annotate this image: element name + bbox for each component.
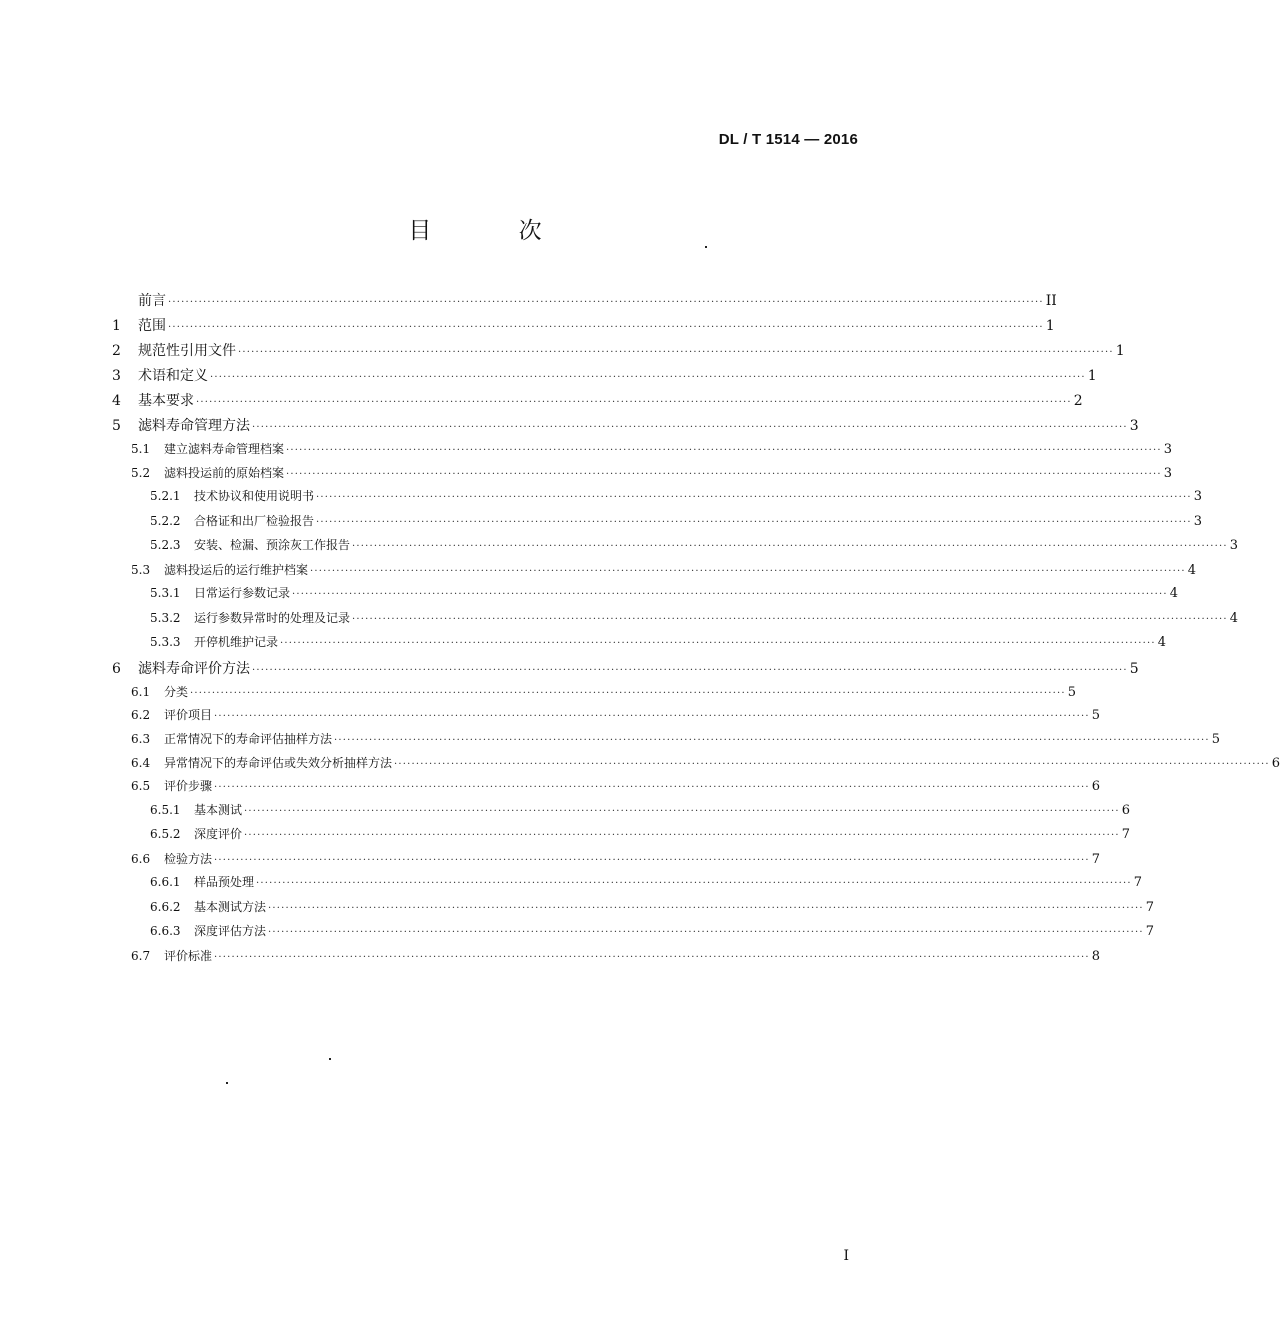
toc-entry[interactable]: [112, 825, 1131, 850]
toc-entry[interactable]: [112, 754, 1280, 778]
dot-leader: ········································································································································································································: [316, 492, 1192, 504]
toc-entry-page: 4: [1229, 610, 1239, 626]
toc-entry[interactable]: [112, 609, 1239, 634]
toc-entry-page: 5: [1067, 684, 1077, 700]
toc-entry[interactable]: [112, 801, 1131, 826]
toc-entry-page: 7: [1121, 827, 1131, 843]
toc-entry-number: 6.6.1: [150, 875, 181, 890]
toc-entry[interactable]: [112, 415, 1139, 440]
toc-entry-label: 深度评价: [194, 827, 243, 842]
toc-entry[interactable]: [112, 561, 1197, 585]
toc-entry-number: 5.2.3: [150, 538, 181, 553]
toc-entry[interactable]: [112, 850, 1101, 874]
toc-entry-page: 5: [1211, 731, 1221, 747]
toc-entry-number: 5.3.2: [150, 610, 181, 625]
toc-entry-label: 基本测试: [194, 802, 243, 817]
toc-entry-label: 运行参数异常时的处理及记录: [194, 610, 351, 625]
toc-entry-page: 1: [1045, 318, 1055, 334]
toc-entry-label: 深度评估方法: [194, 924, 267, 939]
toc-entry[interactable]: [112, 658, 1139, 683]
dot-leader: ········································································································································································································: [168, 297, 1044, 308]
toc-entry-number: 2: [112, 343, 121, 359]
dot-leader: ········································································································································································································: [316, 516, 1192, 528]
toc-entry[interactable]: [112, 390, 1083, 415]
toc-entry[interactable]: [112, 464, 1173, 488]
scan-speck: [226, 1082, 228, 1084]
toc-entry-label: 技术协议和使用说明书: [194, 489, 315, 504]
dot-leader: ········································································································································································································: [286, 468, 1162, 480]
dot-leader: ········································································································································································································: [244, 805, 1120, 817]
table-of-contents: [112, 290, 1280, 970]
toc-entry-page: II: [1045, 293, 1057, 309]
toc-entry[interactable]: [112, 898, 1155, 923]
dot-leader: ········································································································································································································: [190, 687, 1066, 699]
page-number: I: [843, 1248, 849, 1264]
toc-entry-number: 6.1: [131, 684, 151, 699]
toc-entry-number: 6.4: [131, 755, 151, 770]
dot-leader: ········································································································································································································: [286, 445, 1162, 456]
toc-entry-page: 3: [1163, 442, 1173, 457]
toc-entry-number: 6.3: [131, 731, 151, 746]
toc-entry-page: 6: [1121, 802, 1131, 818]
dot-leader: ········································································································································································································: [268, 927, 1144, 939]
dot-leader: ········································································································································································································: [352, 541, 1228, 553]
toc-entry-number: 4: [112, 393, 121, 409]
toc-entry[interactable]: [112, 315, 1055, 340]
dot-leader: ········································································································································································································: [280, 638, 1156, 650]
dot-leader: ········································································································································································································: [292, 589, 1168, 601]
toc-entry[interactable]: [112, 290, 1057, 315]
toc-entry-label: 滤料投运前的原始档案: [164, 465, 285, 480]
toc-entry-page: 8: [1091, 948, 1101, 964]
dot-leader: ········································································································································································································: [214, 951, 1090, 963]
toc-entry-number: 5.2.1: [150, 489, 181, 504]
toc-entry-label: 异常情况下的寿命评估或失效分析抽样方法: [164, 755, 393, 770]
dot-leader: ········································································································································································································: [210, 372, 1086, 383]
dot-leader: ········································································································································································································: [214, 854, 1090, 866]
toc-entry-label: 评价步骤: [164, 779, 213, 794]
toc-entry-number: 6.6: [131, 851, 151, 866]
toc-entry[interactable]: [112, 365, 1097, 390]
toc-entry-label: 基本要求: [138, 393, 194, 409]
toc-entry-page: 4: [1169, 586, 1179, 602]
toc-entry-label: 评价项目: [164, 708, 213, 723]
toc-entry-page: 3: [1163, 465, 1173, 481]
toc-entry-number: 5.2: [131, 465, 151, 480]
dot-leader: ········································································································································································································: [268, 902, 1144, 914]
toc-entry-label: 基本测试方法: [194, 899, 267, 914]
toc-entry[interactable]: [112, 536, 1239, 561]
toc-entry-label: 术语和定义: [138, 368, 208, 384]
toc-entry-number: 6.5.2: [150, 827, 181, 842]
toc-entry-label: 滤料投运后的运行维护档案: [164, 562, 309, 577]
dot-leader: ········································································································································································································: [394, 758, 1270, 770]
toc-entry-number: 6.5: [131, 779, 151, 794]
toc-entry-number: 6.2: [131, 708, 151, 723]
toc-entry-page: 4: [1157, 635, 1167, 651]
toc-entry-page: 7: [1091, 851, 1101, 867]
toc-entry-number: 5.3: [131, 562, 151, 577]
toc-entry-label: 滤料寿命评价方法: [138, 660, 250, 677]
toc-entry[interactable]: [112, 584, 1179, 609]
toc-entry-label: 分类: [164, 684, 189, 699]
toc-entry-label: 正常情况下的寿命评估抽样方法: [164, 731, 333, 746]
dot-leader: ········································································································································································································: [214, 711, 1090, 723]
toc-entry-page: 3: [1129, 418, 1139, 434]
dot-leader: ········································································································································································································: [256, 878, 1132, 890]
toc-entry-number: 5.3.1: [150, 586, 181, 601]
dot-leader: ········································································································································································································: [252, 422, 1128, 433]
dot-leader: ········································································································································································································: [310, 565, 1186, 577]
dot-leader: ········································································································································································································: [334, 734, 1210, 746]
standard-code: DL / T 1514 — 2016: [718, 131, 858, 148]
dot-leader: ········································································································································································································: [352, 613, 1228, 625]
toc-entry-label: 检验方法: [164, 851, 213, 866]
toc-entry-page: 4: [1187, 562, 1197, 578]
toc-entry-label: 建立滤料寿命管理档案: [164, 442, 285, 456]
toc-entry-page: 7: [1145, 899, 1155, 915]
dot-leader: ········································································································································································································: [214, 782, 1090, 794]
toc-entry-label: 日常运行参数记录: [194, 586, 291, 601]
dot-leader: ········································································································································································································: [238, 347, 1114, 358]
dot-leader: ········································································································································································································: [252, 664, 1128, 676]
dot-leader: ········································································································································································································: [168, 322, 1044, 333]
toc-entry-label: 安装、检漏、预涂灰工作报告: [194, 538, 351, 553]
toc-entry[interactable]: [112, 922, 1155, 947]
dot-leader: ········································································································································································································: [244, 830, 1120, 842]
toc-entry-page: 3: [1193, 489, 1203, 505]
toc-entry-page: 7: [1133, 875, 1143, 891]
toc-entry[interactable]: [112, 873, 1143, 898]
toc-entry[interactable]: [112, 947, 1101, 971]
toc-entry[interactable]: [112, 683, 1077, 707]
toc-entry-page: 2: [1073, 393, 1083, 409]
toc-entry[interactable]: [112, 633, 1167, 658]
toc-entry-label: 样品预处理: [194, 875, 255, 890]
toc-title: 目 次: [408, 218, 582, 244]
toc-entry-number: 6.7: [131, 948, 151, 963]
toc-entry[interactable]: [112, 487, 1203, 512]
toc-entry-number: 6.5.1: [150, 802, 181, 817]
toc-entry-number: 6.6.2: [150, 899, 181, 914]
toc-entry[interactable]: [112, 777, 1101, 801]
toc-entry-label: 范围: [138, 318, 166, 334]
scan-speck: [705, 246, 707, 248]
toc-entry-number: 5.2.2: [150, 513, 181, 528]
toc-entry-page: 1: [1115, 343, 1125, 359]
toc-entry-number: 6.6.3: [150, 924, 181, 939]
toc-entry-page: 1: [1087, 368, 1097, 384]
toc-entry-label: 规范性引用文件: [138, 343, 236, 359]
toc-entry[interactable]: [112, 512, 1203, 537]
toc-entry-label: 开停机维护记录: [194, 635, 279, 650]
dot-leader: ········································································································································································································: [196, 397, 1072, 408]
toc-entry-label: 合格证和出厂检验报告: [194, 513, 315, 528]
toc-entry-number: 5.1: [131, 442, 151, 456]
toc-entry-page: 3: [1193, 513, 1203, 529]
toc-entry[interactable]: [112, 706, 1101, 730]
toc-entry-number: 5.3.3: [150, 635, 181, 650]
toc-entry-number: 3: [112, 368, 121, 384]
toc-entry-label: 评价标准: [164, 948, 213, 963]
toc-entry-page: 7: [1145, 924, 1155, 940]
scan-speck: [329, 1058, 331, 1060]
toc-entry[interactable]: [112, 440, 1173, 464]
toc-entry-page: 3: [1229, 538, 1239, 554]
toc-entry-number: 6: [112, 660, 121, 677]
toc-entry-label: 前言: [138, 293, 166, 309]
toc-entry[interactable]: [112, 730, 1221, 754]
toc-entry-number: 5: [112, 418, 121, 434]
toc-entry-page: 6: [1091, 779, 1101, 795]
toc-entry-label: 滤料寿命管理方法: [138, 418, 250, 434]
toc-entry[interactable]: [112, 340, 1125, 365]
toc-entry-page: 6: [1271, 755, 1280, 771]
toc-entry-number: 1: [112, 318, 121, 334]
toc-entry-page: 5: [1129, 660, 1139, 677]
toc-entry-page: 5: [1091, 708, 1101, 724]
